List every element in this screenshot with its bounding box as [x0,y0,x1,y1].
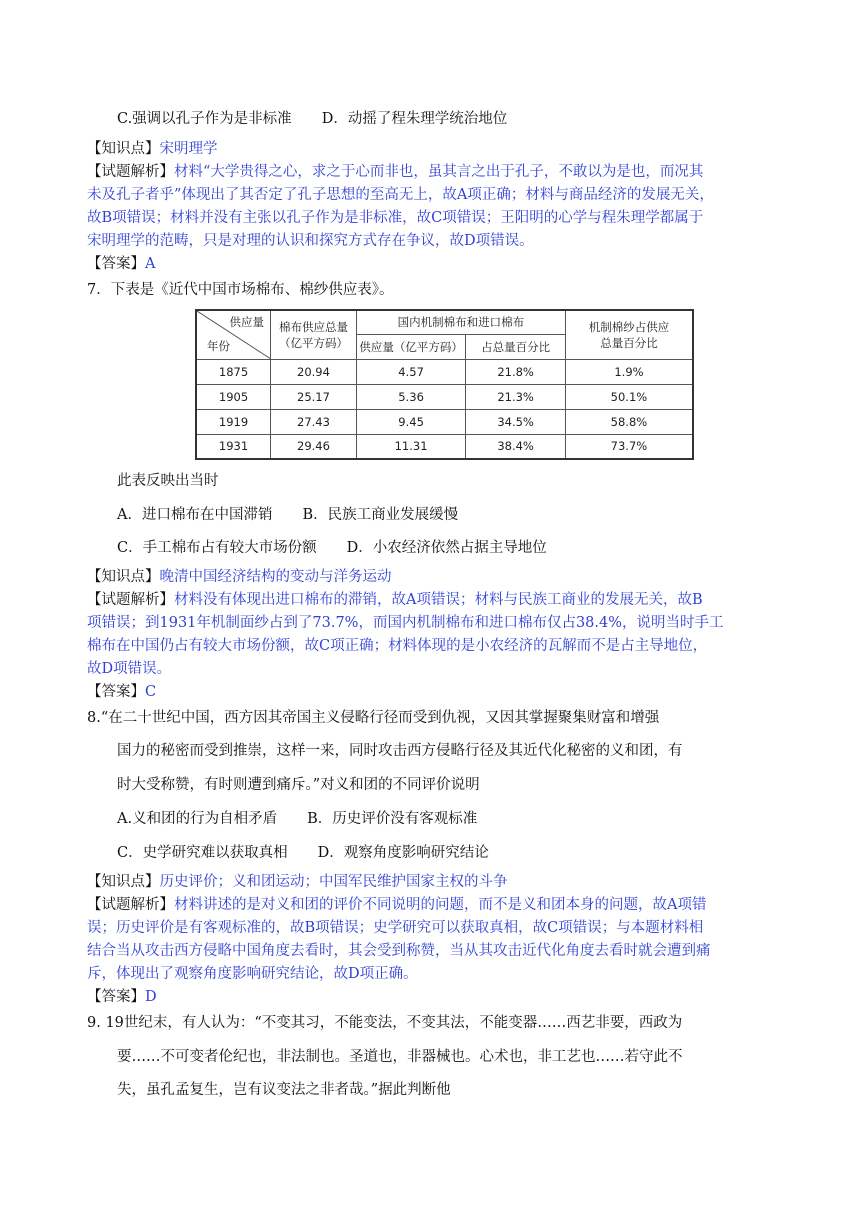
col-yarn-header [565,310,693,359]
q8-knowledge [87,872,508,892]
q7-analysis-line-3: 棉布在中国仍占有较大市场份额，故C项正确；材料体现的是小农经济的瓦解而不是占主导地位， [87,638,708,654]
q8-analysis-line-2: 误；历史评价是有客观标准的，故B项错误；史学研究可以获取真相，故C项错误；与本题材料相 [87,920,704,936]
answer-label: 【答案】 [87,256,145,272]
q6-analysis-line-3: 故B项错误；材料并没有主张以孔子作为是非标准，故C项错误；王阳明的心学与程朱理学都属于 [87,210,704,226]
q7-knowledge [87,567,392,587]
q9-stem-line-1: 9. 19世纪末，有人认为：“不变其习，不能变法，不变其法，不能变器……西艺非要，西政为 [87,1015,683,1031]
cell-pct: 38.4% [466,434,566,459]
q8-analysis-line-3: 结合当从攻击西方侵略中国角度去看时，其会受到称赞，当从其攻击近代化角度去看时就会遭到痛 [87,943,711,959]
analysis-label: 【试题解析】 [87,592,174,608]
q8-option-b: B．历史评价没有客观标准 [307,811,478,827]
answer-value: C [145,684,157,700]
col-total-header [271,310,357,359]
knowledge-label: 【知识点】 [87,141,160,157]
q7-options-ab [117,505,458,525]
cell-yarn: 73.7% [565,434,693,459]
q8-options-cd [117,843,489,863]
knowledge-value: 历史评价；义和团运动；中国军民维护国家主权的斗争 [159,874,508,890]
cell-yarn: 58.8% [565,409,693,434]
table-row [196,384,693,409]
q8-answer [87,987,157,1007]
analysis-label: 【试题解析】 [87,897,174,913]
q7-option-b: B．民族工商业发展缓慢 [302,507,459,523]
cell-pct: 21.8% [466,359,566,384]
cell-yarn: 50.1% [565,384,693,409]
col-total-line1: 棉布供应总量 [278,319,348,334]
q8-analysis-line-1 [87,895,706,915]
q8-stem-line-3: 时大受称赞，有时则遭到痛斥。”对义和团的不同评价说明 [117,777,480,793]
q9-stem-line-3: 失，虽孔孟复生，岂有议变法之非者哉。”据此判断他 [117,1082,451,1098]
q7-analysis-line-2: 项错误；到1931年机制面纱占到了73.7%，而国内机制棉布和进口棉布仅占38.4%，说明当时手工 [87,615,724,631]
table-row [196,409,693,434]
q6-option-d: D．动摇了程朱理学统治地位 [321,111,508,127]
table-row [196,359,693,384]
q8-options-ab [117,809,477,829]
sub-percent-header: 占总量百分比 [466,334,566,359]
sub-supply-header: 供应量（亿平方码） [356,334,465,359]
cell-year: 1875 [196,359,271,384]
q6-answer [87,254,155,274]
cell-year: 1931 [196,434,271,459]
analysis-text: 材料没有体现出进口棉布的滞销，故A项错误；材料与民族工商业的发展无关，故B [174,592,703,608]
answer-value: D [145,989,157,1005]
q8-option-c: C．史学研究难以获取真相 [117,845,288,861]
cell-pct: 21.3% [466,384,566,409]
cell-supply: 4.57 [356,359,465,384]
cell-yarn: 1.9% [565,359,693,384]
q7-option-c: C．手工棉布占有较大市场份额 [117,540,317,556]
q8-option-d: D．观察角度影响研究结论 [317,845,489,861]
corner-top-label: 供应量 [229,315,265,329]
cell-year: 1905 [196,384,271,409]
q6-analysis-line-4: 宋明理学的范畴，只是对理的认识和探究方式存在争议，故D项错误。 [87,233,534,249]
corner-bottom-label: 年份 [207,338,230,353]
answer-label: 【答案】 [87,684,145,700]
analysis-label: 【试题解析】 [87,164,174,180]
cell-year: 1919 [196,409,271,434]
knowledge-value: 晚清中国经济结构的变动与洋务运动 [159,569,392,585]
q7-answer [87,682,156,702]
q7-option-a: A．进口棉布在中国滞销 [117,507,273,523]
q8-stem-line-1: 8.“在二十世纪中国，西方因其帝国主义侵略行径而受到仇视，又因其掌握聚集财富和增强 [87,710,660,726]
knowledge-label: 【知识点】 [87,874,160,890]
cell-supply: 11.31 [356,434,465,459]
q8-analysis-line-4: 斥，体现出了观察角度影响研究结论，故D项正确。 [87,966,418,982]
cell-total: 25.17 [271,384,357,409]
analysis-text: 材料“大学贵得之心，求之于心而非也，虽其言之出于孔子，不敢以为是也，而况其 [174,164,704,180]
cell-total: 27.43 [271,409,357,434]
group-header: 国内机制棉布和进口棉布 [356,310,565,334]
q7-prompt: 此表反映出当时 [117,473,219,489]
supply-table [195,309,694,460]
q7-option-d: D．小农经济依然占据主导地位 [346,540,547,556]
q8-option-a: A.义和团的行为自相矛盾 [117,811,278,827]
q8-stem-line-2: 国力的秘密而受到推崇，这样一来，同时攻击西方侵略行径及其近代化秘密的义和团，有 [117,743,683,759]
cell-pct: 34.5% [466,409,566,434]
q6-options-cd [117,109,507,129]
q9-stem-line-2: 要……不可变者伦纪也，非法制也。圣道也，非器械也。心术也，非工艺也……若守此不 [117,1049,683,1065]
cell-total: 29.46 [271,434,357,459]
q7-options-cd [117,538,547,558]
analysis-text: 材料讲述的是对义和团的评价不同说明的问题，而不是义和团本身的问题，故A项错 [174,897,707,913]
knowledge-value: 宋明理学 [159,141,218,157]
knowledge-label: 【知识点】 [87,569,160,585]
q6-knowledge [87,139,218,159]
col-total-line2: （亿平方码） [278,335,348,350]
answer-value: A [145,256,156,272]
q6-analysis-line-1 [87,162,703,182]
answer-label: 【答案】 [87,989,145,1005]
cell-total: 20.94 [271,359,357,384]
q7-stem: 7．下表是《近代中国市场棉布、棉纱供应表》。 [87,282,394,298]
q6-option-c: C.强调以孔子作为是非标准 [117,111,292,127]
q7-analysis-line-1 [87,590,703,610]
q7-analysis-line-4: 故D项错误。 [87,661,172,677]
cell-supply: 5.36 [356,384,465,409]
table-row [196,434,693,459]
table-corner-header [196,310,271,359]
q6-analysis-line-2: 未及孔子者乎”体现出了其否定了孔子思想的至高无上，故A项正确；材料与商品经济的发展无关， [87,187,714,203]
col-yarn-line1: 机制棉纱占供应 [588,319,670,334]
cell-supply: 9.45 [356,409,465,434]
col-yarn-line2: 总量百分比 [600,335,658,350]
